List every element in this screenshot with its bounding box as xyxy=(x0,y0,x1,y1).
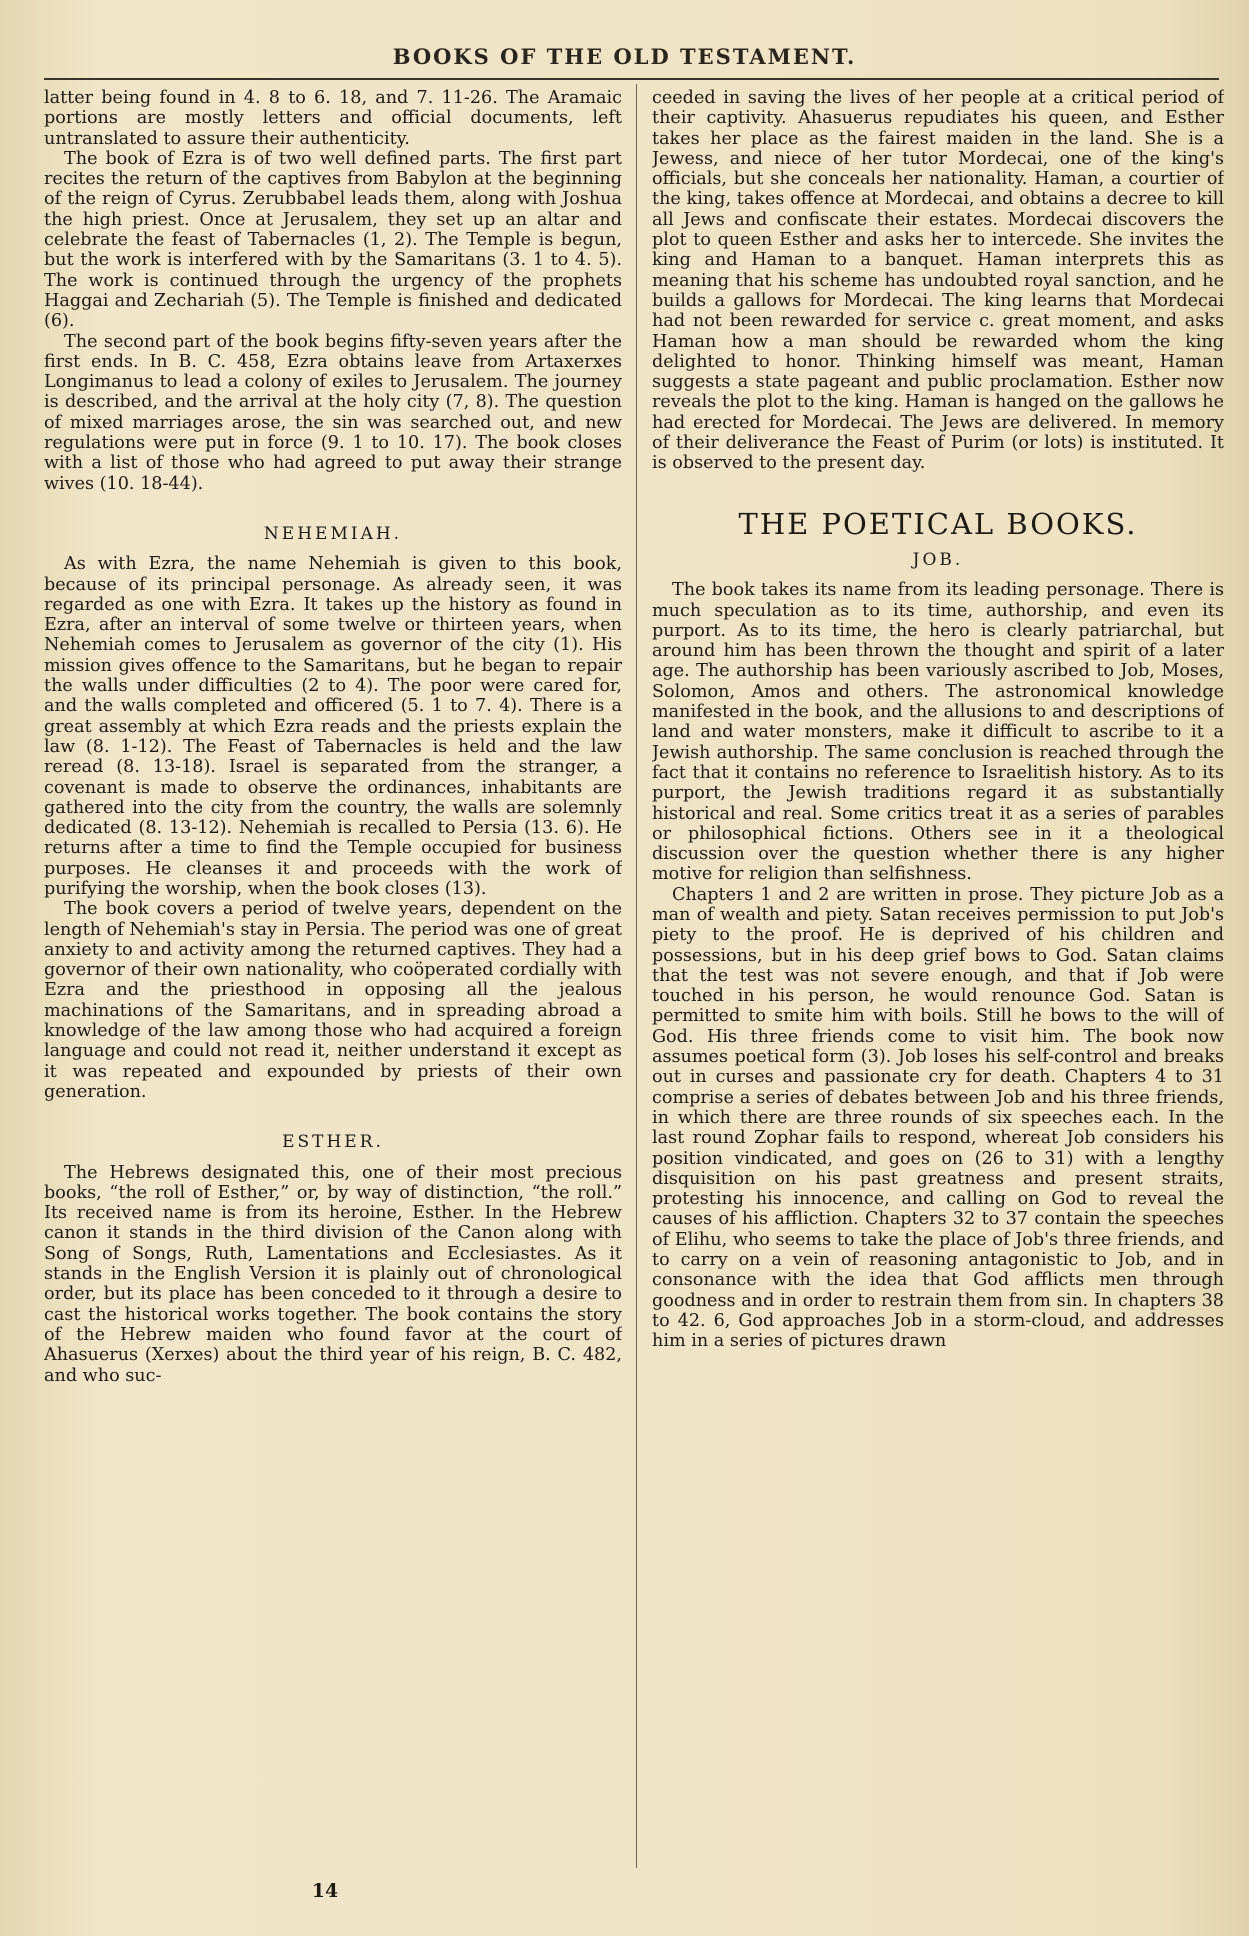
poetical-books-heading: THE POETICAL BOOKS. xyxy=(738,506,1138,541)
esther-continued-paragraph: ceeded in saving the lives of her people at a critical period of their captivity. Ahasuerus repudiates his queen, and Esther takes her place as the fairest maiden in the land. She is a Jewess, and niece of her tutor Mordecai, one of the king's officials, but she conceals her nationality. Haman, a courtier of the king, takes offence at Mordecai, and obtains a decree to kill all Jews and confiscate their estates. Mordecai discovers the plot to queen Esther and asks her to intercede. She invites the king and Haman to a banquet. Haman interprets this as meaning that his scheme has undoubted royal sanction, and he builds a gallows for Mordecai. The king learns that Mordecai had not been rewarded for service c. great moment, and asks Haman how a man should be rewarded whom the king delighted to honor. Thinking himself was meant, Haman suggests a state pageant and public proclamation. Esther now reveals the plot to the king. Haman is hanged on the gallows he had erected for Mordecai. The Jews are delivered. In memory of their deliverance the Feast of Purim (or lots) is instituted. It is observed to the present day. xyxy=(652,88,1224,474)
ezra-paragraph-1: latter being found in 4. 8 to 6. 18, and 7. 11-26. The Aramaic portions are mostly letters and official documents, left untranslated to assure their authenticity. xyxy=(44,88,622,149)
nehemiah-heading: NEHEMIAH. xyxy=(263,523,403,544)
running-head: BOOKS OF THE OLD TESTAMENT. xyxy=(392,44,857,69)
right-column xyxy=(652,88,1224,1866)
nehemiah-paragraph-2: The book covers a period of twelve years, dependent on the length of Nehemiah's stay in Persia. The period was one of great anxiety to and activity among the returned captives. They had a governor of their own nationality, who coöperated cordially with Ezra and the priesthood in opposing all the jealous machinations of the Samaritans, and in spreading abroad a knowledge of the law among those who had acquired a foreign language and could not read it, neither understand it except as it was repeated and expounded by priests of their own generation. xyxy=(44,899,622,1102)
nehemiah-paragraph-1: As with Ezra, the name Nehemiah is given to this book, because of its principal personage. As already seen, it was regarded as one with Ezra. It takes up the history as found in Ezra, after an interval of some twelve or thirteen years, when Nehemiah comes to Jerusalem as governor of the city (1). His mission gives offence to the Samaritans, but he began to repair the walls under difficulties (2 to 4). The poor were cared for, and the walls completed and officered (5. 1 to 7. 4). There is a great assembly at which Ezra reads and the priests explain the law (8. 1-12). The Feast of Tabernacles is held and the law reread (8. 13-18). Israel is separated from the stranger, a covenant is made to observe the ordinances, inhabitants are gathered into the city from the country, the walls are solemnly dedicated (8. 13-12). Nehemiah is recalled to Persia (13. 6). He returns after a time to find the Temple occupied for business purposes. He cleanses it and proceeds with the work of purifying the worship, when the book closes (13). xyxy=(44,554,622,899)
job-heading: JOB. xyxy=(912,549,964,570)
esther-heading: ESTHER. xyxy=(282,1132,384,1153)
header-rule xyxy=(44,78,1219,80)
job-paragraph-2: Chapters 1 and 2 are written in prose. They picture Job as a man of wealth and piety. Satan receives permission to put Job's piety to the proof. He is deprived of his children and possessions, but in his deep grief bows to God. Satan claims that the test was not severe enough, and that if Job were touched in his person, he would renounce God. Satan is permitted to smite him with boils. Still he bows to the will of God. His three friends come to visit him. The book now assumes poetical form (3). Job loses his self-control and breaks out in curses and passionate cry for death. Chapters 4 to 31 comprise a series of debates between Job and his three friends, in which there are three rounds of six speeches each. In the last round Zophar fails to respond, whereat Job considers his position vindicated, and goes on (26 to 31) with a lengthy disquisition on his past greatness and present straits, protesting his innocence, and calling on God to reveal the causes of his affliction. Chapters 32 to 37 contain the speeches of Elihu, who seems to take the place of Job's three friends, and to carry on a vein of reasoning antagonistic to Job, and in consonance with the idea that God afflicts men through goodness and in order to restrain them from sin. In chapters 38 to 42. 6, God approaches Job in a storm-cloud, and addresses him in a series of pictures drawn xyxy=(652,884,1224,1352)
page-number: 14 xyxy=(311,1880,339,1902)
job-paragraph-1: The book takes its name from its leading personage. There is much speculation as to its time, authorship, and even its purport. As to its time, the hero is clearly patriarchal, but around him has been thrown the thought and spirit of a later age. The authorship has been variously ascribed to Job, Moses, Solomon, Amos and others. The astronomical knowledge manifested in the book, and the allusions to and descriptions of land and water monsters, make it difficult to ascribe to it a Jewish authorship. The same conclusion is reached through the fact that it contains no reference to Israelitish history. As to its purport, the Jewish traditions regard it as substantially historical and real. Some critics treat it as a series of parables or philosophical fictions. Others see in it a theological discussion over the question whether there is any higher motive for religion than selfishness. xyxy=(652,580,1224,885)
left-column xyxy=(44,88,622,1866)
esther-paragraph-1: The Hebrews designated this, one of their most precious books, “the roll of Esther,” or, by way of distinction, “the roll.” Its received name is from its heroine, Esther. In the Hebrew canon it stands in the third division of the Canon along with Song of Songs, Ruth, Lamentations and Ecclesiastes. As it stands in the English Version it is plainly out of chronological order, but its place has been conceded to it through a desire to cast the historical works together. The book contains the story of the Hebrew maiden who found favor at the court of Ahasuerus (Xerxes) about the third year of his reign, B. C. 482, and who suc- xyxy=(44,1162,622,1386)
ezra-paragraph-3: The second part of the book begins fifty-seven years after the first ends. In B. C. 458, Ezra obtains leave from Artaxerxes Longimanus to lead a colony of exiles to Jerusalem. The journey is described, and the arrival at the holy city (7, 8). The question of mixed marriages arose, the sin was searched out, and new regulations were put in force (9. 1 to 10. 17). The book closes with a list of those who had agreed to put away their strange wives (10. 18-44). xyxy=(44,331,622,494)
ezra-paragraph-2: The book of Ezra is of two well defined parts. The first part recites the return of the captives from Babylon at the beginning of the reign of Cyrus. Zerubbabel leads them, along with Joshua the high priest. Once at Jerusalem, they set up an altar and celebrate the feast of Tabernacles (1, 2). The Temple is begun, but the work is interfered with by the Samaritans (3. 1 to 4. 5). The work is continued through the urgency of the prophets Haggai and Zechariah (5). The Temple is finished and dedicated (6). xyxy=(44,148,622,332)
column-divider xyxy=(636,84,637,1868)
